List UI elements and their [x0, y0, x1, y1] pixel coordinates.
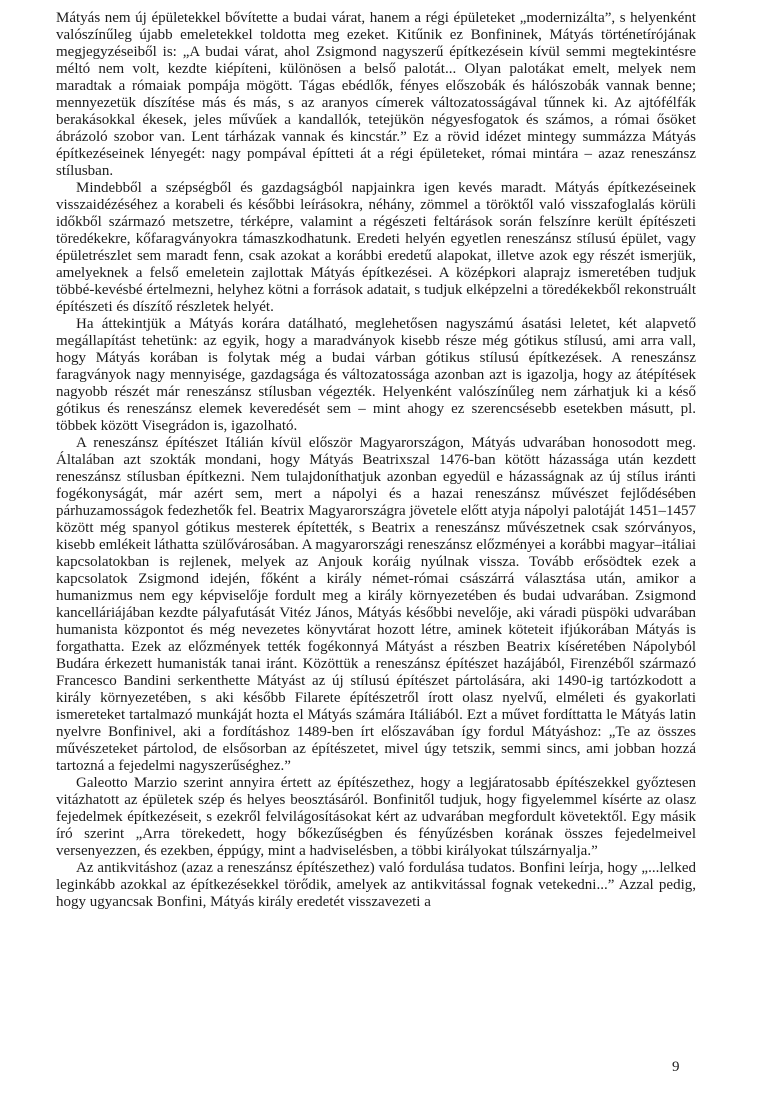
- paragraph: Ha áttekintjük a Mátyás korára datálható, meglehetősen nagyszámú ásatási leletet, két alapvető megállapítást tehetünk: az egyik, hogy a maradványok kisebb része még gótikus stílusú, ami arra vall, hogy Mátyás korában is folytak még a budai várban gótikus stílusú építkezések. A reneszánsz faragványok nagy mennyisége, gazdagsága és változatossága azonban azt is igazolja, hogy az átépítések nagyobb részét már reneszánsz stílusban végezték. Helyenként valószínűleg nem zárhatjuk ki a késő gótikus és reneszánsz elemek keveredését sem – mint ahogy ez szerencsésebb esetekben másutt, pl. többek között Visegrádon is, igazolható.: [56, 316, 696, 434]
- paragraph: Mindebből a szépségből és gazdagságból napjainkra igen kevés maradt. Mátyás építkezéseinek visszaidézéséhez a korabeli és későbbi leírásokra, néhány, zömmel a töröktől való visszafoglalás körüli időkből származó metszetre, térképre, valamint a régészeti feltárások során felszínre került építészeti töredékekre, kőfaragványokra támaszkodhatunk. Eredeti helyén egyetlen reneszánsz stílusú épület, vagy épületrészlet sem maradt fenn, csak azokat a korábbi eredetű alapokat, illetve azok egy részét ismerjük, amelyeknek a felső emeletein zajlottak Mátyás építkezései. A középkori alaprajz ismeretében tudjuk többé-kevésbé értelmezni, helyhez kötni a források adatait, s tudjuk elképzelni a töredékekből rekonstruált építészeti és díszítő részletek helyét.: [56, 180, 696, 315]
- paragraph: Az antikvitáshoz (azaz a reneszánsz építészethez) való fordulása tudatos. Bonfini leírja, hogy „...lelked leginkább azokkal az építkezésekkel törődik, amelyek az antikvitással fognak vetekedni...” Azzal pedig, hogy ugyancsak Bonfini, Mátyás király eredetét visszavezeti a: [56, 860, 696, 910]
- paragraph: Mátyás nem új épületekkel bővítette a budai várat, hanem a régi épületeket „modernizálta”, s helyenként valószínűleg újabb emeletekkel toldotta meg ezeket. Kitűnik ez Bonfininek, Mátyás történetírójának megjegyzéseiből is: „A budai várat, ahol Zsigmond nagyszerű építkezésein kívül semmi megtekintésre méltó nem volt, kezdte kiépíteni, különösen a belső palotát... Olyan palotákat emelt, melyek nem maradtak a rómaiak pompája mögött. Tágas ebédlők, fényes előszobák és hálószobák vannak benne; mennyezetük díszítése más és más, s az aranyos címerek változatosságával tűnnek ki. Az ajtófélfák berakásokkal ékesek, jeles művűek a kandallók, tetejükön négyesfogatok és számos, a római ősöket ábrázoló szobor van. Lent tárházak vannak és kincstár.” Ez a rövid idézet mintegy summázza Mátyás építkezéseinek lényegét: nagy pompával építteti át a régi épületeket, római mintára – azaz reneszánsz stílusban.: [56, 10, 696, 179]
- page-number: 9: [672, 1059, 680, 1075]
- paragraph: Galeotto Marzio szerint annyira értett az építészethez, hogy a legjáratosabb építészekkel győztesen vitázhatott az épületek szép és helyes beosztásáról. Bonfinitől tudjuk, hogy figyelemmel kísérte az olasz fejedelmek építkezéseit, s ezekről felvilágosításokat kért az udvarában megfordult követektől. Egy másik író szerint „Arra törekedett, hogy bőkezűségben és fényűzésben korának összes fejedelmeivel versenyezzen, és ezekben, éppúgy, mint a hadviselésben, a többi királyokat túlszárnyalja.”: [56, 775, 696, 859]
- paragraph: A reneszánsz építészet Itálián kívül először Magyarországon, Mátyás udvarában honosodott meg. Általában azt szokták mondani, hogy Mátyás Beatrixszal 1476-ban kötött házassága után kezdett reneszánsz stílusban építkezni. Nem tulajdoníthatjuk azonban egyedül e házasságnak az új stílus iránti fogékonyságát, már azért sem, mert a nápolyi és a hazai reneszánsz művészet fejlődésében párhuzamosságok fedezhetők fel. Beatrix Magyarországra jövetele előtt atyja nápolyi palotáját 1451–1457 között még spanyol gótikus mesterek építették, s Beatrix a reneszánsz művészetnek csak szórványos, kisebb emlékeit láthatta szülővárosában. A magyarországi reneszánsz előzményei a korábbi magyar–itáliai kapcsolatokban is rejlenek, melyek az Anjouk koráig nyúlnak vissza. Tovább erősödtek ezek a kapcsolatok Zsigmond idején, főként a király német-római császárrá választása után, amikor a humanizmus nem egy képviselője fordult meg a király környezetében és budai udvarában. Zsigmond kancelláriájában kezdte pályafutását Vitéz János, Mátyás későbbi nevelője, aki váradi püspöki udvarában humanista központot és még nevezetes könyvtárat hozott létre, aminek köteteit ifjúkorában Mátyás is forgathatta. Ezek az előzmények tették fogékonnyá Mátyást a részben Beatrix kíséretében Nápolyból Budára érkezett humanisták tanai iránt. Közöttük a reneszánsz építészet hazájából, Firenzéből származó Francesco Bandini serkenthette Mátyást az új stílusú építészet pártolására, aki 1490-ig tartózkodott a király környezetében, s aki később Filarete építészetről írott olasz nyelvű, elméleti és gyakorlati ismereteket tartalmazó munkáját hozta el Mátyás számára Itáliából. Ezt a művet fordíttatta le Mátyás latin nyelvre Bonfinivel, aki a fordításhoz 1489-ben írt előszavában így fordul Mátyáshoz: „Te az összes művészeteket pártolod, de elsősorban az építészetet, mivel úgy tetszik, semmi sincs, ami jobban hozzá tartozná a fejedelmi nagyszerűséghez.”: [56, 435, 696, 774]
- page-body: [56, 10, 696, 911]
